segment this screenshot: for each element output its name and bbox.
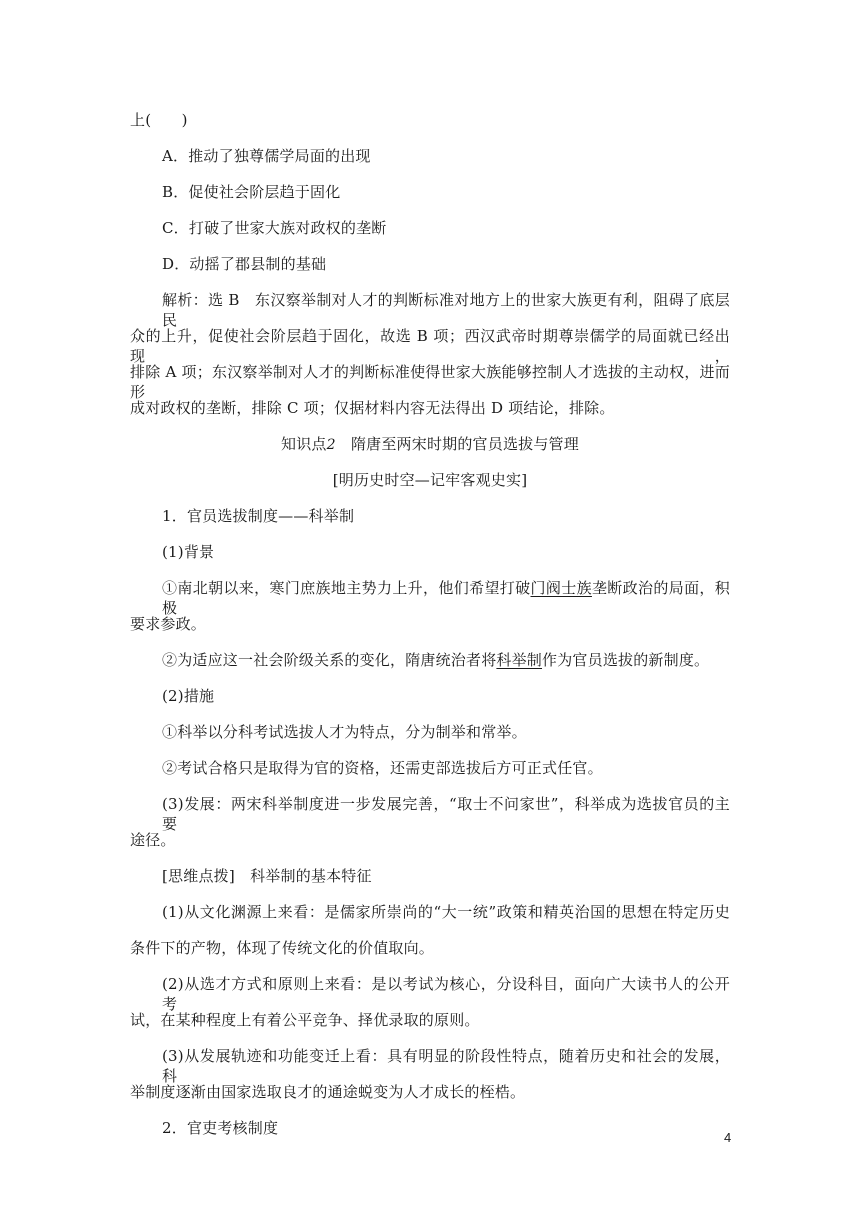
- development-line-2: 途径。: [130, 831, 176, 849]
- thinking-p3-line2: 举制度逐渐由国家选取良才的通途蜕变为人才成长的桎梏。: [130, 1083, 526, 1101]
- option-d: D．动摇了郡县制的基础: [162, 255, 327, 273]
- development-line-1: (3)发展：两宋科举制度进一步发展完善，“取士不问家世”，科举成为选拔官员的主要: [162, 795, 730, 833]
- section-title: [130, 434, 730, 455]
- analysis-line-2: 众的上升，促使社会阶层趋于固化，故选 B 项；西汉武帝时期尊崇儒学的局面就已经出现，: [130, 327, 730, 365]
- thinking-p2-line1: (2)从选才方式和原则上来看：是以考试为核心，分设科目，面向广大读书人的公开考: [162, 975, 730, 1013]
- thinking-heading: [思维点拨] 科举制的基本特征: [162, 867, 372, 885]
- background-point-1-cont: 要求参政。: [130, 615, 207, 633]
- thinking-p1-line2: 条件下的产物，体现了传统文化的价值取向。: [130, 939, 435, 957]
- analysis-line-4: 成对政权的垄断，排除 C 项；仅据材料内容无法得出 D 项结论，排除。: [130, 399, 615, 417]
- analysis-line-1: 解析：选 B 东汉察举制对人才的判断标准对地方上的世家大族更有利，阻碍了底层民: [162, 291, 730, 329]
- background-point-2: ②为适应这一社会阶级关系的变化，隋唐统治者将科举制作为官员选拔的新制度。: [162, 651, 710, 669]
- section-prefix: 知识点: [281, 435, 327, 453]
- underlined-term-keju: 科举制: [496, 651, 543, 669]
- option-b: B．促使社会阶层趋于固化: [162, 183, 341, 201]
- section-title-text: 隋唐至两宋时期的官员选拔与管理: [350, 435, 579, 453]
- measure-2: ②考试合格只是取得为官的资格，还需吏部选拔后方可正式任官。: [162, 759, 603, 777]
- question-stem-end: 上( ): [130, 111, 188, 129]
- background-heading: (1)背景: [162, 543, 215, 561]
- measure-1: ①科举以分科考试选拔人才为特点，分为制举和常举。: [162, 723, 527, 741]
- underlined-term-menfa: 门阀士族: [530, 579, 592, 597]
- option-a: A．推动了独尊儒学局面的出现: [162, 147, 371, 165]
- item2-heading: 2．官吏考核制度: [162, 1119, 279, 1137]
- measures-heading: (2)措施: [162, 687, 215, 705]
- thinking-p2-line2: 试，在某种程度上有着公平竞争、择优录取的原则。: [130, 1011, 480, 1029]
- option-c: C．打破了世家大族对政权的垄断: [162, 219, 387, 237]
- page-number: 4: [724, 1130, 732, 1145]
- thinking-p3-line1: (3)从发展轨迹和功能变迁上看：具有明显的阶段性特点，随着历史和社会的发展，科: [162, 1047, 730, 1085]
- section-subtitle: [明历史时空—记牢客观史实]: [332, 471, 528, 489]
- item1-heading: 1．官员选拔制度——科举制: [162, 507, 355, 525]
- section-number: 2: [326, 437, 336, 453]
- thinking-p1-line1: (1)从文化渊源上来看：是儒家所崇尚的“大一统”政策和精英治国的思想在特定历史: [162, 903, 730, 921]
- analysis-line-3: 排除 A 项；东汉察举制对人才的判断标准使得世家大族能够控制人才选拔的主动权，进而形: [130, 363, 730, 401]
- background-point-1: ①南北朝以来，寒门庶族地主势力上升，他们希望打破门阀士族垄断政治的局面，积极: [162, 579, 730, 617]
